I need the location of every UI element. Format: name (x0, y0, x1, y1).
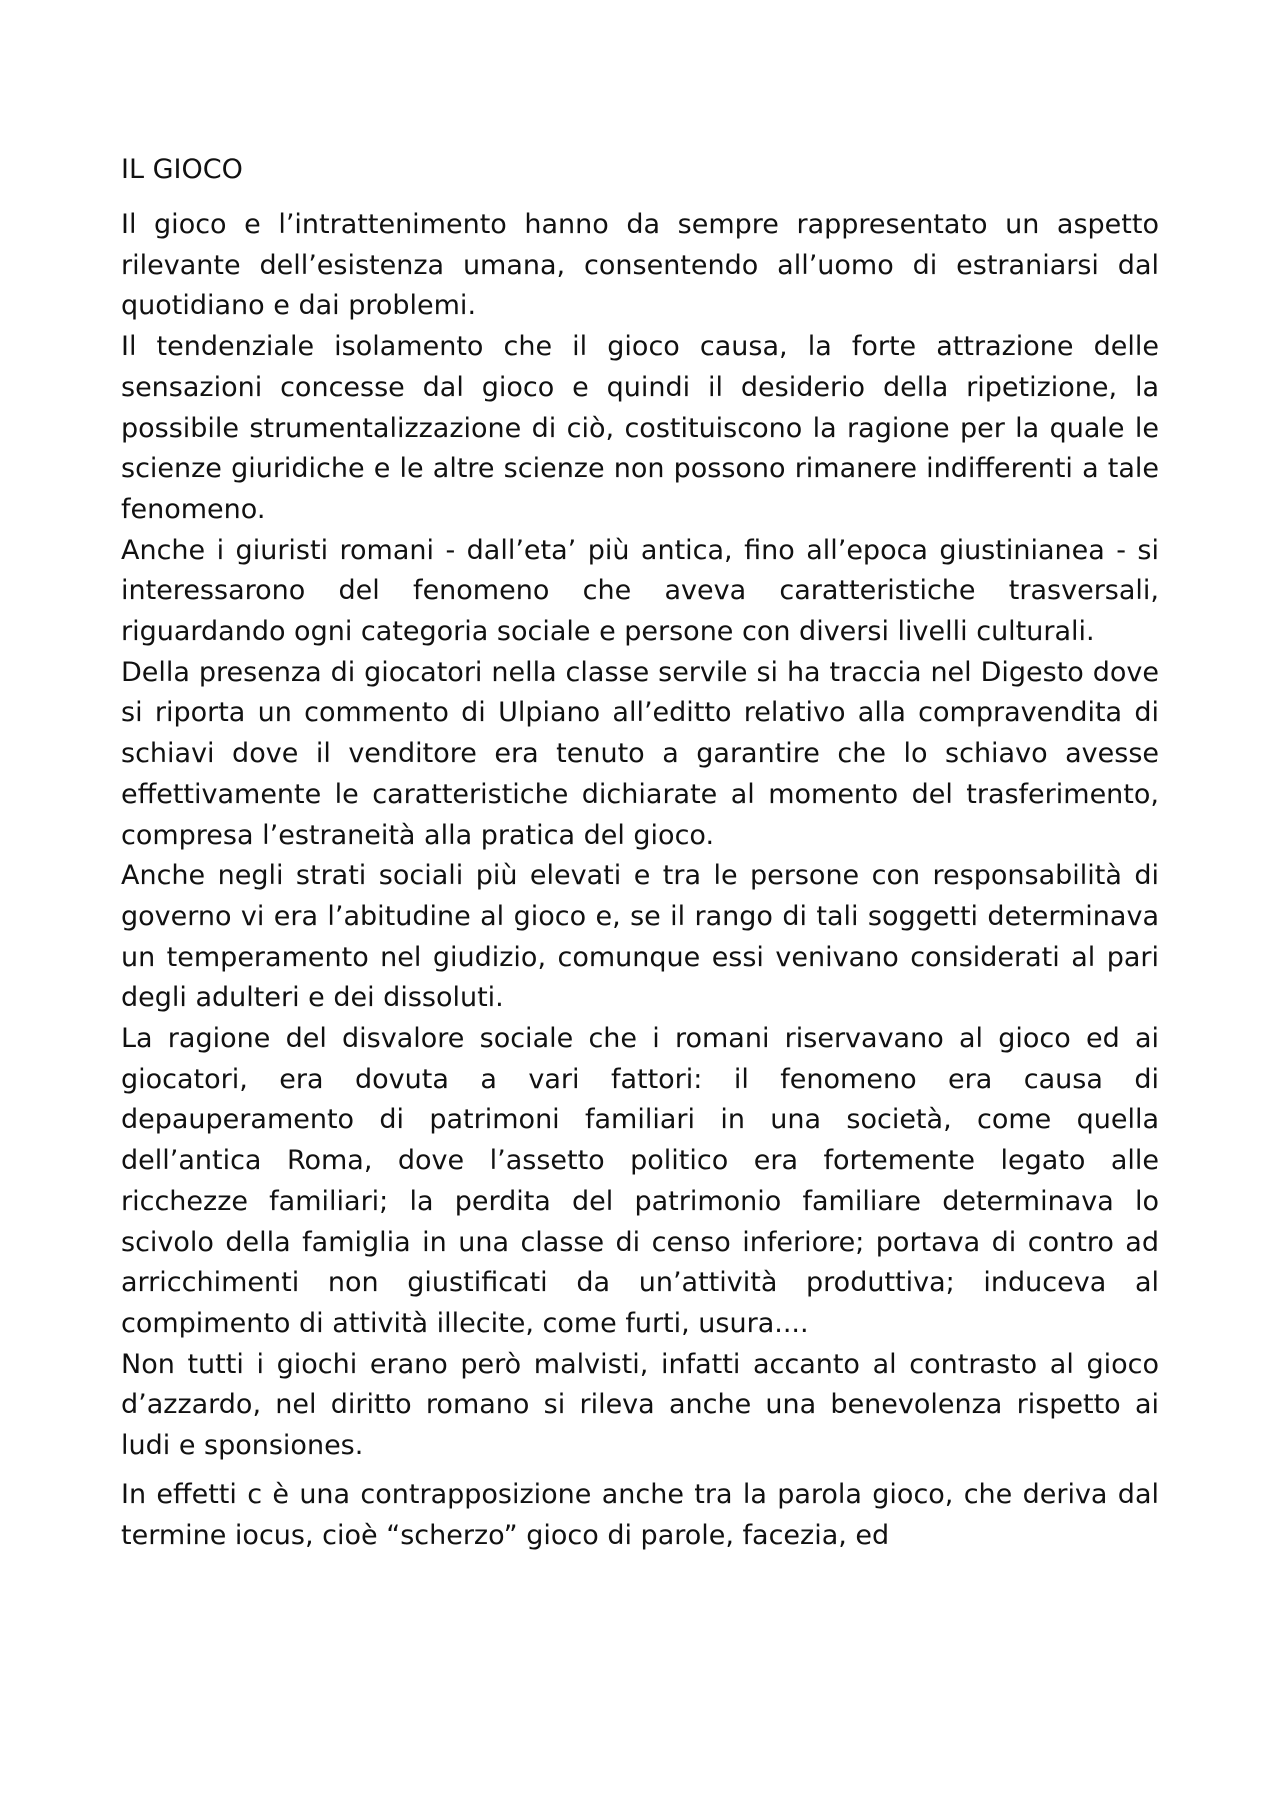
document-title: IL GIOCO (121, 154, 243, 185)
paragraph-isolation: Il tendenziale isolamento che il gioco causa, la forte attrazione delle sensazioni concesse dal gioco e quindi il desiderio della ripetizione, la possibile strumentalizzazione di ciò, costituiscono la ragione per la quale le scienze giuridiche e le altre scienze non possono rimanere indifferenti a tale fenomeno. (121, 331, 1159, 525)
document-page (121, 150, 1159, 1556)
paragraph-servile-class: Della presenza di giocatori nella classe servile si ha traccia nel Digesto dove si riporta un commento di Ulpiano all’editto relativo alla compravendita di schiavi dove il venditore era tenuto a garantire che lo schiavo avesse effettivamente le caratteristiche dichiarate al momento del trasferimento, compresa l’estraneità alla pratica del gioco. (121, 656, 1159, 851)
paragraph-iocus: In effetti c è una contrapposizione anche tra la parola gioco, che deriva dal termine iocus, cioè “scherzo” gioco di parole, facezia, ed (121, 1478, 1159, 1551)
paragraph-upper-classes: Anche negli strati sociali più elevati e tra le persone con responsabilità di governo vi era l’abitudine al gioco e, se il rango di tali soggetti determinava un temperamento nel giudizio, comunque essi venivano considerati al pari degli adulteri e dei dissoluti. (121, 860, 1159, 1014)
paragraph-roman-jurists: Anche i giuristi romani - dall’eta’ più antica, fino all’epoca giustinianea - si interessarono del fenomeno che aveva caratteristiche trasversali, riguardando ogni categoria sociale e persone con diversi livelli culturali. (121, 534, 1159, 648)
paragraph-intro: Il gioco e l’intrattenimento hanno da sempre rappresentato un aspetto rilevante dell’esistenza umana, consentendo all’uomo di estraniarsi dal quotidiano e dai problemi. (121, 209, 1159, 322)
paragraph-social-disvalue: La ragione del disvalore sociale che i romani riservavano al gioco ed ai giocatori, era dovuta a vari fattori: il fenomeno era causa di depauperamento di patrimoni familiari in una società, come quella dell’antica Roma, dove l’assetto politico era fortemente legato alle ricchezze familiari; la perdita del patrimonio familiare determinava lo scivolo della famiglia in una classe di censo inferiore; portava di contro ad arricchimenti non giustificati da un’attività produttiva; induceva al compimento di attività illecite, come furti, usura.... (121, 1023, 1159, 1339)
paragraph-ludi-sponsiones: Non tutti i giochi erano però malvisti, infatti accanto al contrasto al gioco d’azzardo, nel diritto romano si rileva anche una benevolenza rispetto ai ludi e sponsiones. (121, 1348, 1159, 1462)
